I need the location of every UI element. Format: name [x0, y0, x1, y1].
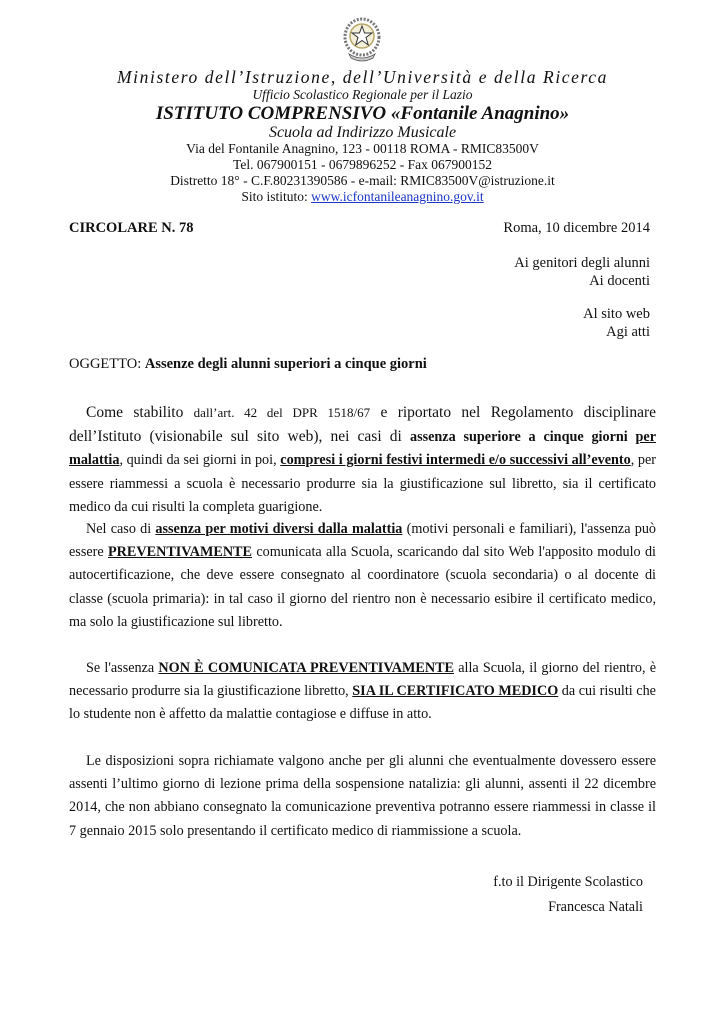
text: e riportato nel Regolamento disciplinare dell’Istituto (visionabile sul sito web), nei casi di	[69, 404, 656, 446]
signature-name: Francesca Natali	[548, 899, 643, 915]
school-address: Via del Fontanile Anagnino, 123 - 00118 ROMA - RMIC83500V	[186, 141, 539, 156]
site-label: Sito istituto:	[241, 189, 312, 204]
signature-role: f.to il Dirigente Scolastico	[493, 874, 643, 890]
school-type: Scuola ad Indirizzo Musicale	[268, 124, 457, 141]
subject-label: OGGETTO:	[69, 356, 145, 372]
text: da cui risulti che lo studente non è affetto da malattie contagiose e diffuse in atto.	[69, 683, 656, 723]
text: , per essere riammessi a scuola è necessario produrre sia la giustificazione sul libretto, sia il certificato medico da cui risulti la completa guarigione.	[69, 452, 657, 515]
signature-block	[493, 870, 643, 920]
recipient: Ai genitori degli alunni	[514, 255, 650, 271]
text	[628, 429, 636, 445]
subject-line	[69, 356, 427, 373]
text: Nel caso di	[86, 521, 156, 537]
paragraph-1	[69, 401, 656, 519]
emphasis: assenza superiore a cinque giorni	[409, 429, 628, 446]
paragraph-3	[69, 657, 656, 727]
text: , quindi da sei giorni in poi,	[119, 452, 281, 469]
school-website-link[interactable]: www.icfontanileanagnino.gov.it	[311, 189, 484, 204]
text: Se l'assenza	[86, 660, 159, 676]
text: Come stabilito	[86, 404, 194, 421]
text: (motivi personali e familiari), l'assenza può essere	[69, 521, 657, 561]
circular-number: CIRCOLARE N. 78	[69, 220, 194, 236]
recipients-group-1	[514, 254, 650, 290]
italian-republic-emblem-icon	[341, 16, 383, 64]
recipient: Agi atti	[606, 324, 650, 340]
subject-text: Assenze degli alunni superiori a cinque giorni	[144, 356, 427, 372]
recipient: Ai docenti	[589, 273, 650, 289]
emphasis: NON È COMUNICATA PREVENTIVAMENTE	[158, 660, 455, 676]
emphasis: PREVENTIVAMENTE	[107, 544, 252, 561]
paragraph-2	[69, 518, 656, 634]
ministry-title: Ministero dell’Istruzione, dell’Università e della Ricerca	[117, 67, 608, 87]
paragraph-4	[69, 750, 656, 843]
recipient: Al sito web	[583, 306, 650, 322]
school-phone: Tel. 067900151 - 0679896252 - Fax 067900152	[233, 157, 492, 172]
text: alla Scuola, il giorno del rientro, è necessario produrre sia la giustificazione libretto,	[69, 660, 656, 700]
law-reference: dall’art. 42 del DPR 1518/67	[193, 405, 371, 420]
text: comunicata alla Scuola, scaricando dal sito Web l'apposito modulo di autocertificazione, che deve essere consegnato al coordinatore (scuola secondaria) o al docente di classe (scuola primaria): in tal caso il giorno del rientro non è necessario esibire il certificato medico, ma solo la giustificazione sul libretto.	[69, 544, 656, 630]
emphasis: assenza per motivi diversi dalla malattia	[155, 521, 403, 537]
text: Le disposizioni sopra richiamate valgono anche per gli alunni che eventualmente dovessero essere assenti l’ultimo giorno di lezione prima della sospensione natalizia: gli alunni, assenti il 22 dicembre 2014, che non abbiano consegnato la comunicazione preventiva potranno essere riammessi in classe il 7 gennaio 2015 solo presentando il certificato medico di riammissione a scuola.	[69, 753, 656, 839]
regional-office: Ufficio Scolastico Regionale per il Lazio	[252, 87, 473, 102]
place-date: Roma, 10 dicembre 2014	[503, 220, 650, 236]
school-district: Distretto 18° - C.F.80231390586 - e-mail: RMIC83500V@istruzione.it	[170, 173, 555, 188]
school-site	[0, 189, 725, 205]
emphasis: per malattia	[69, 429, 657, 469]
institute-name: ISTITUTO COMPRENSIVO «Fontanile Anagnino»	[155, 103, 570, 124]
emphasis: compresi i giorni festivi intermedi e/o successivi all’evento	[280, 452, 631, 469]
recipients-group-2	[583, 305, 650, 341]
emphasis: SIA IL CERTIFICATO MEDICO	[352, 683, 559, 700]
